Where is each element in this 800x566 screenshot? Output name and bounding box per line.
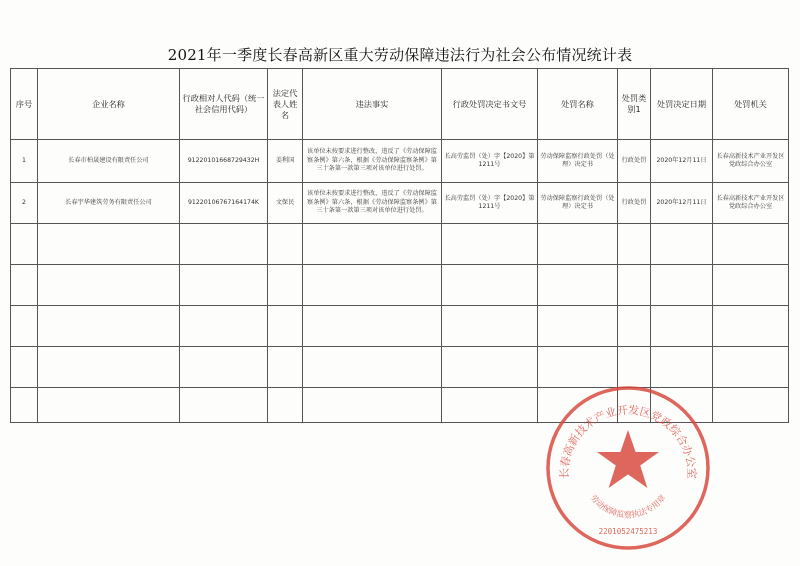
header-company: 企业名称	[38, 69, 180, 140]
cell-credit-code: 91220101668729432H	[180, 140, 268, 183]
cell-seq: 1	[11, 140, 38, 183]
cell-penalty-name: 劳动保障监察行政处罚（处理）决定书	[538, 183, 618, 224]
header-authority: 处罚机关	[713, 69, 789, 140]
star-icon	[597, 430, 659, 488]
cell-legal-rep: 姜利国	[268, 140, 303, 183]
cell-decision-date: 2020年12月11日	[651, 183, 713, 224]
header-violation: 违法事实	[303, 69, 442, 140]
header-legal-rep: 法定代表人姓名	[268, 69, 303, 140]
header-penalty-type: 处罚类别1	[618, 69, 651, 140]
cell-decision-date: 2020年12月11日	[651, 140, 713, 183]
header-doc-no: 行政处罚决定书文号	[442, 69, 538, 140]
document-title: 2021年一季度长春高新区重大劳动保障违法行为社会公布情况统计表	[167, 46, 633, 64]
empty-row	[11, 306, 789, 347]
header-seq: 序号	[11, 69, 38, 140]
cell-violation: 该单位未按要求进行整改，违反了《劳动保障监察条例》第六条，根据《劳动保障监察条例》第三十条第一款第三项对该单位进行处罚。	[303, 183, 442, 224]
cell-seq: 2	[11, 183, 38, 224]
cell-authority: 长春高新技术产业开发区党政综合办公室	[713, 183, 789, 224]
statistics-table	[10, 68, 789, 423]
official-seal-stamp	[542, 382, 714, 554]
table-header-row	[11, 69, 789, 140]
cell-authority: 长春高新技术产业开发区党政综合办公室	[713, 140, 789, 183]
cell-legal-rep: 文保民	[268, 183, 303, 224]
cell-doc-no: 长高劳监罚（处）字【2020】第1211号	[442, 183, 538, 224]
cell-penalty-name: 劳动保障监察行政处罚（处理）决定书	[538, 140, 618, 183]
cell-violation: 该单位未按要求进行整改，违反了《劳动保障监察条例》第六条，根据《劳动保障监察条例》第三十条第一款第三项对该单位进行处罚。	[303, 140, 442, 183]
header-credit-code: 行政相对人代码（统一社会信用代码）	[180, 69, 268, 140]
header-penalty-name: 处罚名称	[538, 69, 618, 140]
cell-penalty-type: 行政处罚	[618, 183, 651, 224]
seal-outer-text: 长春高新技术产业开发区党政综合办公室	[557, 403, 699, 479]
cell-company: 长春市柏晟建设有限责任公司	[38, 140, 180, 183]
header-decision-date: 处罚决定日期	[651, 69, 713, 140]
seal-inner-text: 劳动保障监察执法专用章	[588, 493, 668, 520]
cell-credit-code: 91220106767164174K	[180, 183, 268, 224]
cell-penalty-type: 行政处罚	[618, 140, 651, 183]
empty-row	[11, 224, 789, 265]
table-row	[11, 140, 789, 183]
cell-company: 长春宇华建筑劳务有限责任公司	[38, 183, 180, 224]
empty-row	[11, 265, 789, 306]
cell-doc-no: 长高劳监罚（处）字【2020】第1211号	[442, 140, 538, 183]
table-row	[11, 183, 789, 224]
seal-number: 2201052475213	[598, 527, 658, 536]
